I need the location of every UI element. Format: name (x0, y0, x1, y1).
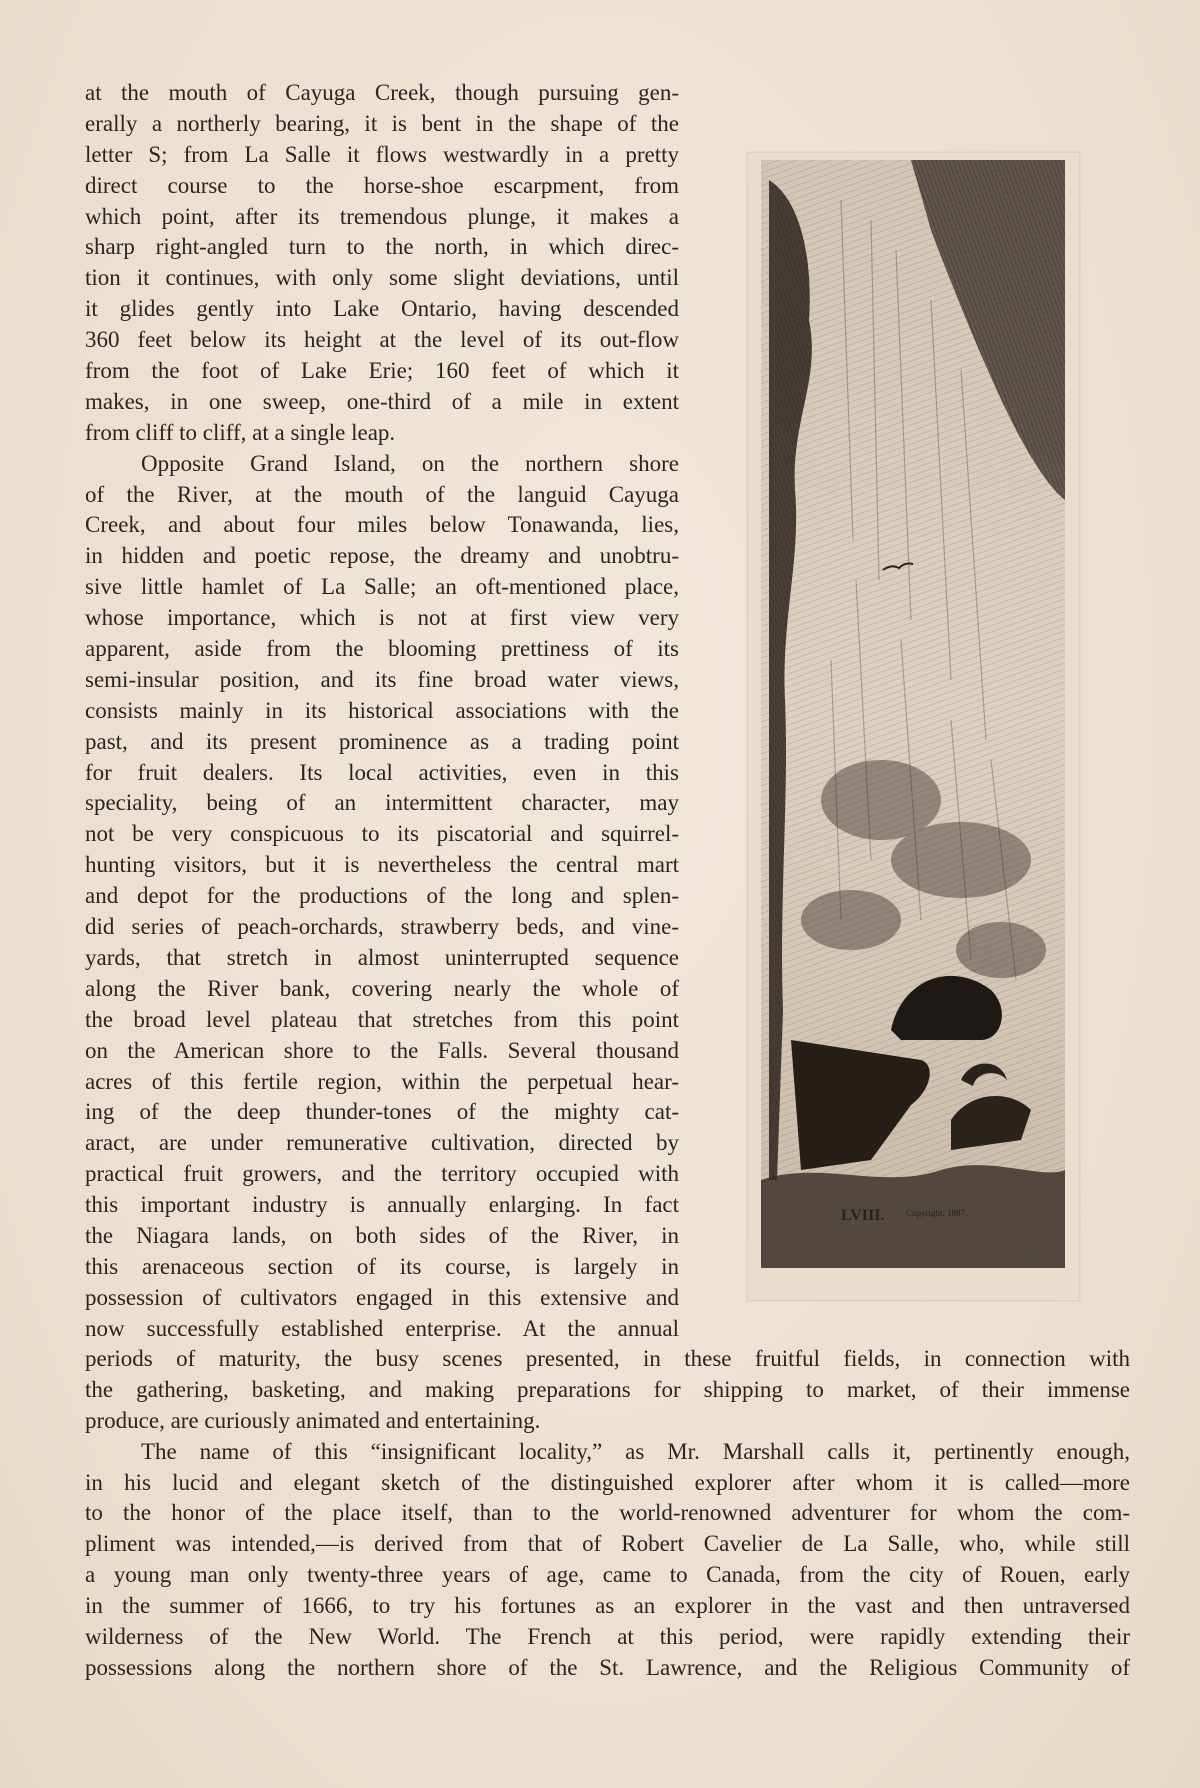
text-line: a young man only twenty-three years of age, came to Canada, from the city of Rouen, early (85, 1562, 1130, 1588)
text-line: ing of the deep thunder-tones of the mighty cat- (85, 1099, 679, 1125)
etching-illustration (761, 160, 1065, 1268)
text-line: hunting visitors, but it is nevertheless the central mart (85, 852, 679, 878)
text-line: at the mouth of Cayuga Creek, though pursuing gen- (85, 80, 679, 105)
text-line: makes, in one sweep, one-third of a mile in extent (85, 388, 679, 414)
text-line: apparent, aside from the blooming prettiness of its (85, 636, 679, 662)
text-line: not be very conspicuous to its piscatorial and squirrel- (85, 821, 679, 847)
text-line: now successfully established enterprise. At the annual (85, 1315, 679, 1341)
text-line: produce, are curiously animated and entertaining. (85, 1407, 541, 1433)
text-line: yards, that stretch in almost uninterrupted sequence (85, 944, 679, 970)
text-line: direct course to the horse-shoe escarpment, from (85, 172, 679, 198)
text-column-full (85, 1344, 1130, 1684)
text-line: in hidden and poetic repose, the dreamy and unobtru- (85, 543, 679, 569)
text-line: pliment was intended,—is derived from that of Robert Cavelier de La Salle, who, while still (85, 1531, 1130, 1557)
text-line: letter S; from La Salle it flows westwardly in a pretty (85, 141, 679, 167)
text-line: did series of peach-orchards, strawberry beds, and vine- (85, 914, 679, 940)
text-line: sharp right-angled turn to the north, in which direc- (85, 234, 679, 260)
text-line: whose importance, which is not at first view very (85, 605, 679, 631)
text-line: the broad level plateau that stretches from this point (85, 1006, 679, 1032)
text-line: acres of this fertile region, within the perpetual hear- (85, 1068, 679, 1094)
text-column-narrow (85, 78, 679, 1345)
text-line: periods of maturity, the busy scenes presented, in these fruitful fields, in connection with (85, 1346, 1130, 1371)
text-line: which point, after its tremendous plunge, it makes a (85, 203, 679, 229)
text-line: along the River bank, covering nearly the whole of (85, 975, 679, 1001)
text-line: in the summer of 1666, to try his fortunes as an explorer in the vast and then untraversed (85, 1593, 1130, 1619)
text-line: the Niagara lands, on both sides of the River, in (85, 1222, 679, 1248)
text-line: on the American shore to the Falls. Several thousand (85, 1037, 679, 1063)
text-line: 360 feet below its height at the level of its out-flow (85, 327, 679, 353)
text-line: this arenaceous section of its course, is largely in (85, 1253, 679, 1279)
text-line: possession of cultivators engaged in this extensive and (85, 1284, 679, 1310)
text-line: semi-insular position, and its fine broad water views, (85, 666, 679, 692)
text-line: Opposite Grand Island, on the northern shore (141, 450, 679, 476)
text-line: erally a northerly bearing, it is bent in the shape of the (85, 110, 679, 136)
text-line: for fruit dealers. Its local activities, even in this (85, 759, 679, 785)
text-line: and depot for the productions of the long and splen- (85, 883, 679, 909)
plate-copyright: Copyright. 1887. (906, 1208, 968, 1218)
text-line: it glides gently into Lake Ontario, having descended (85, 296, 679, 322)
text-line: in his lucid and elegant sketch of the distinguished explorer after whom it is called—more (85, 1469, 1130, 1495)
text-line: from cliff to cliff, at a single leap. (85, 419, 396, 445)
text-line: sive little hamlet of La Salle; an oft-mentioned place, (85, 574, 679, 600)
text-line: consists mainly in its historical associations with the (85, 697, 679, 723)
text-line: practical fruit growers, and the territory occupied with (85, 1161, 679, 1187)
plate-number: LVIII. (841, 1207, 885, 1224)
text-line: from the foot of Lake Erie; 160 feet of which it (85, 358, 679, 384)
text-line: of the River, at the mouth of the languid Cayuga (85, 481, 679, 507)
text-line: The name of this “insignificant locality,” as Mr. Marshall calls it, pertinently enough, (141, 1438, 1130, 1464)
text-line: aract, are under remunerative cultivation, directed by (85, 1130, 679, 1156)
text-line: Creek, and about four miles below Tonawanda, lies, (85, 512, 679, 538)
text-line: to the honor of the place itself, than to the world-renowned adventurer for whom the com- (85, 1500, 1130, 1526)
text-line: possessions along the northern shore of the St. Lawrence, and the Religious Community of (85, 1654, 1130, 1680)
text-line: wilderness of the New World. The French at this period, were rapidly extending their (85, 1624, 1130, 1650)
text-line: this important industry is annually enlarging. In fact (85, 1192, 679, 1218)
text-line: past, and its present prominence as a trading point (85, 728, 679, 754)
text-line: speciality, being of an intermittent character, may (85, 790, 679, 816)
text-line: the gathering, basketing, and making preparations for shipping to market, of their immense (85, 1376, 1130, 1402)
text-line: tion it continues, with only some slight deviations, until (85, 265, 679, 291)
